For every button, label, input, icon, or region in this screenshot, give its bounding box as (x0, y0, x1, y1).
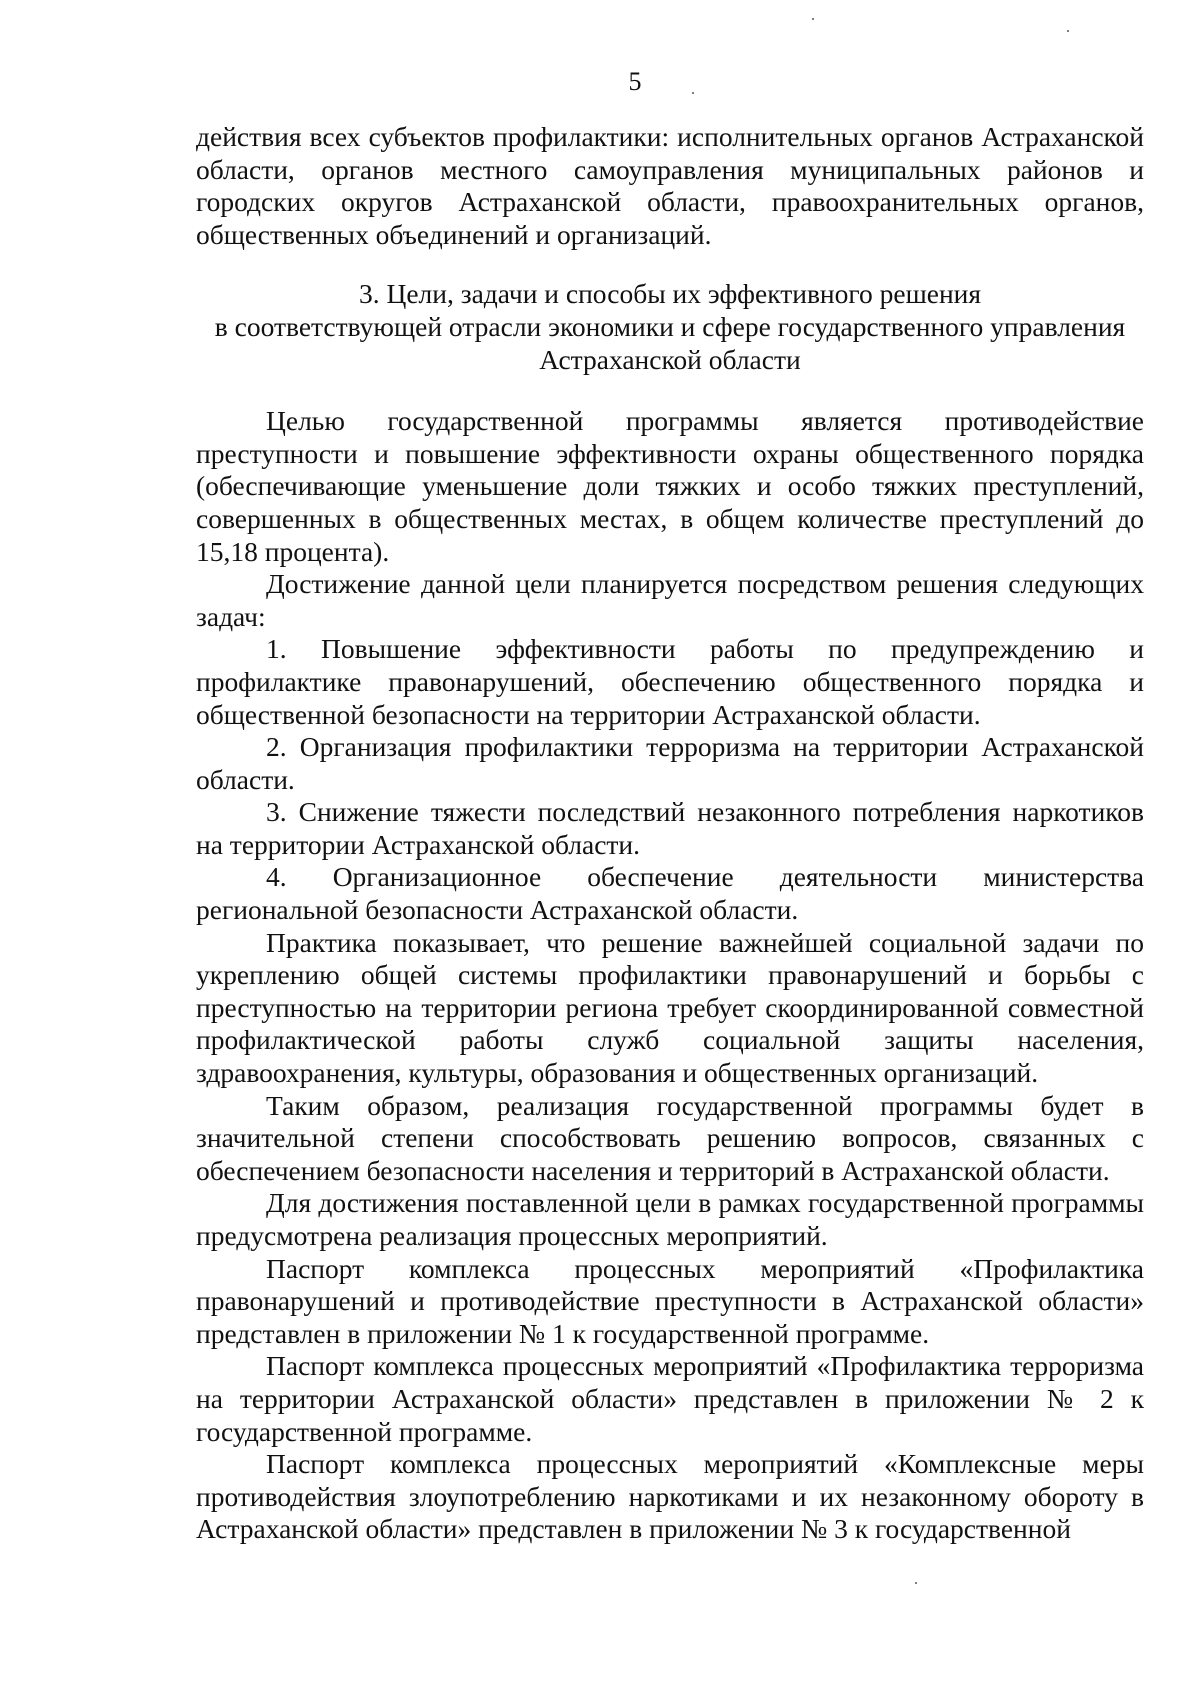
paragraph-measures: Для достижения поставленной цели в рамках государственной программы предусмотрена реализация процессных мероприятий. (196, 1187, 1144, 1251)
intro-paragraph: действия всех субъектов профилактики: исполнительных органов Астраханской области, органов местного самоуправления муниципальных районов и городских округов Астраханской области, правоохранительных органов, общественных объединений и организаций. (196, 121, 1144, 250)
document-body (196, 121, 1144, 1546)
page-number: 5 (628, 67, 642, 96)
section-heading-line-1: 3. Цели, задачи и способы их эффективного решения (358, 278, 982, 310)
scan-speck (1067, 30, 1069, 32)
paragraph-passport-2: Паспорт комплекса процессных мероприятий «Профилактика терроризма на территории Астраханской области» представлен в приложении № 2 к государственной программе. (196, 1350, 1144, 1447)
paragraph-practice: Практика показывает, что решение важнейшей социальной задачи по укреплению общей системы профилактики правонарушений и борьбы с преступностью на территории региона требует скоординированной совместной профилактической работы служб социальной защиты населения, здравоохранения, культуры, образования и общественных организаций. (196, 926, 1144, 1089)
scan-speck (692, 92, 694, 94)
section-heading-line-2: в соответствующей отрасли экономики и сфере государственного управления (214, 310, 1126, 342)
section-heading-line-3: Астраханской области (539, 343, 801, 375)
paragraph-goal: Целью государственной программы является противодействие преступности и повышение эффективности охраны общественного порядка (обеспечивающие уменьшение доли тяжких и особо тяжких преступлений, совершенных в общественных местах, в общем количестве преступлений до 15,18 процента). (196, 405, 1144, 567)
scan-speck (915, 1582, 917, 1584)
section-heading (196, 278, 1144, 376)
paragraph-task-3: 3. Снижение тяжести последствий незаконного потребления наркотиков на территории Астраханской области. (196, 796, 1144, 860)
paragraph-tasks-intro: Достижение данной цели планируется посредством решения следующих задач: (196, 568, 1144, 632)
scan-speck (812, 18, 814, 20)
paragraph-thus: Таким образом, реализация государственной программы будет в значительной степени способствовать решению вопросов, связанных с обеспечением безопасности населения и территорий в Астраханской области. (196, 1089, 1144, 1186)
paragraph-passport-3: Паспорт комплекса процессных мероприятий «Комплексные меры противодействия злоупотреблению наркотиками и их незаконному обороту в Астраханской области» представлен в приложении № 3 к государственной (196, 1448, 1144, 1545)
paragraph-task-2: 2. Организация профилактики терроризма на территории Астраханской области. (196, 731, 1144, 795)
paragraph-task-4: 4. Организационное обеспечение деятельности министерства региональной безопасности Астраханской области. (196, 861, 1144, 926)
paragraph-passport-1: Паспорт комплекса процессных мероприятий «Профилактика правонарушений и противодействие преступности в Астраханской области» представлен в приложении № 1 к государственной программе. (196, 1252, 1144, 1349)
paragraph-task-1: 1. Повышение эффективности работы по предупреждению и профилактике правонарушений, обеспечению общественного порядка и общественной безопасности на территории Астраханской области. (196, 633, 1144, 730)
